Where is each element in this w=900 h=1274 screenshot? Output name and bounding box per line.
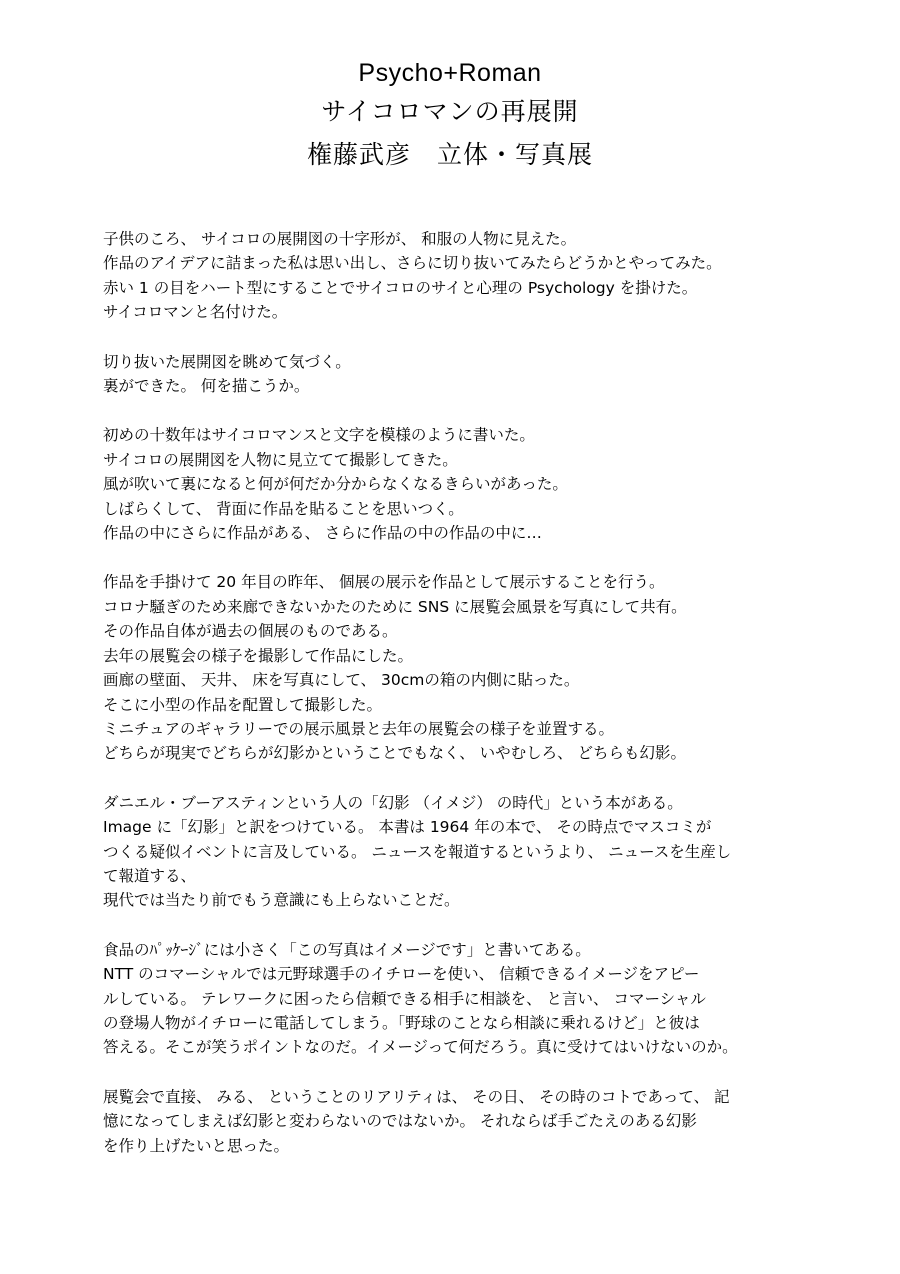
document-header bbox=[0, 56, 900, 176]
text-line: サイコロの展開図を人物に見立てて撮影してきた。 bbox=[103, 450, 458, 469]
title-japanese: サイコロマンの再展開 bbox=[321, 97, 579, 126]
document-body bbox=[103, 227, 833, 1183]
paragraph bbox=[103, 938, 833, 1060]
text-line: 食品のﾊﾟｯｹｰｼﾞには小さく「この写真はイメージです」と書いてある。 bbox=[103, 940, 591, 959]
text-line: 展覧会で直接、 みる、 ということのリアリティは、 その日、 その時のコトであって、 記 bbox=[103, 1087, 730, 1106]
text-line: 赤い 1 の目をハート型にすることでサイコロのサイと心理の Psychology を掛けた。 bbox=[103, 278, 698, 297]
text-line: つくる疑似イベントに言及している。 ニュースを報道するというより、 ニュースを生産し bbox=[103, 842, 732, 861]
text-line: 作品のアイデアに詰まった私は思い出し、さらに切り抜いてみたらどうかとやってみた。 bbox=[103, 254, 722, 273]
text-line: の登場人物がイチローに電話してしまう。「野球のことなら相談に乗れるけど」と彼は bbox=[103, 1013, 700, 1032]
text-line: 答える。そこが笑うポイントなのだ。イメージって何だろう。真に受けてはいけないのか。 bbox=[103, 1038, 738, 1057]
text-line: Image に「幻影」と訳をつけている。 本書は 1964 年の本で、 その時点でマスコミが bbox=[103, 818, 712, 837]
exhibition-subtitle: 権藤武彦 立体・写真展 bbox=[306, 140, 593, 169]
text-line: ミニチュアのギャラリーでの展示風景と去年の展覧会の様子を並置する。 bbox=[103, 719, 615, 738]
paragraph bbox=[103, 423, 833, 545]
text-line: 風が吹いて裏になると何が何だか分からなくなるきらいがあった。 bbox=[103, 475, 568, 494]
text-line: ルしている。 テレワークに困ったら信頼できる相手に相談を、 と言い、 コマーシャル bbox=[103, 989, 706, 1008]
text-line: 作品の中にさらに作品がある、 さらに作品の中の作品の中に… bbox=[103, 524, 542, 543]
paragraph bbox=[103, 350, 833, 399]
text-line: 子供のころ、 サイコロの展開図の十字形が、 和服の人物に見えた。 bbox=[103, 230, 577, 248]
text-line: 裏ができた。 何を描こうか。 bbox=[103, 377, 310, 396]
text-line: 去年の展覧会の様子を撮影して作品にした。 bbox=[103, 646, 414, 665]
text-line: を作り上げたいと思った。 bbox=[103, 1136, 290, 1155]
text-line: その作品自体が過去の個展のものである。 bbox=[103, 622, 398, 641]
paragraph bbox=[103, 1085, 833, 1158]
paragraph bbox=[103, 791, 833, 913]
text-line: どちらが現実でどちらが幻影かということでもなく、 いやむしろ、 どちらも幻影。 bbox=[103, 744, 687, 763]
text-line: そこに小型の作品を配置して撮影した。 bbox=[103, 695, 383, 714]
text-line: しばらくして、 背面に作品を貼ることを思いつく。 bbox=[103, 499, 464, 518]
paragraph bbox=[103, 570, 833, 765]
text-line: コロナ騒ぎのため来廊できないかたのために SNS に展覧会風景を写真にして共有。 bbox=[103, 597, 687, 616]
text-line: 憶になってしまえば幻影と変わらないのではないか。 それならば手ごたえのある幻影 bbox=[103, 1112, 697, 1131]
text-line: 切り抜いた展開図を眺めて気づく。 bbox=[103, 352, 351, 371]
paragraph bbox=[103, 227, 833, 325]
text-line: 現代では当たり前でもう意識にも上らないことだ。 bbox=[103, 891, 460, 910]
text-line: 初めの十数年はサイコロマンスと文字を模様のように書いた。 bbox=[103, 426, 535, 445]
text-line: 作品を手掛けて 20 年目の昨年、 個展の展示を作品として展示することを行う。 bbox=[103, 573, 665, 592]
text-line: サイコロマンと名付けた。 bbox=[103, 303, 288, 322]
title-english: Psycho+Roman bbox=[358, 59, 542, 87]
text-line: NTT のコマーシャルでは元野球選手のイチローを使い、 信頼できるイメージをアピー bbox=[103, 965, 700, 984]
text-line: ダニエル・ブーアスティンという人の「幻影 （イメジ） の時代」という本がある。 bbox=[103, 793, 683, 812]
text-line: て報道する、 bbox=[103, 866, 197, 885]
text-line: 画廊の壁面、 天井、 床を写真にして、 30cmの箱の内側に貼った。 bbox=[103, 671, 580, 690]
